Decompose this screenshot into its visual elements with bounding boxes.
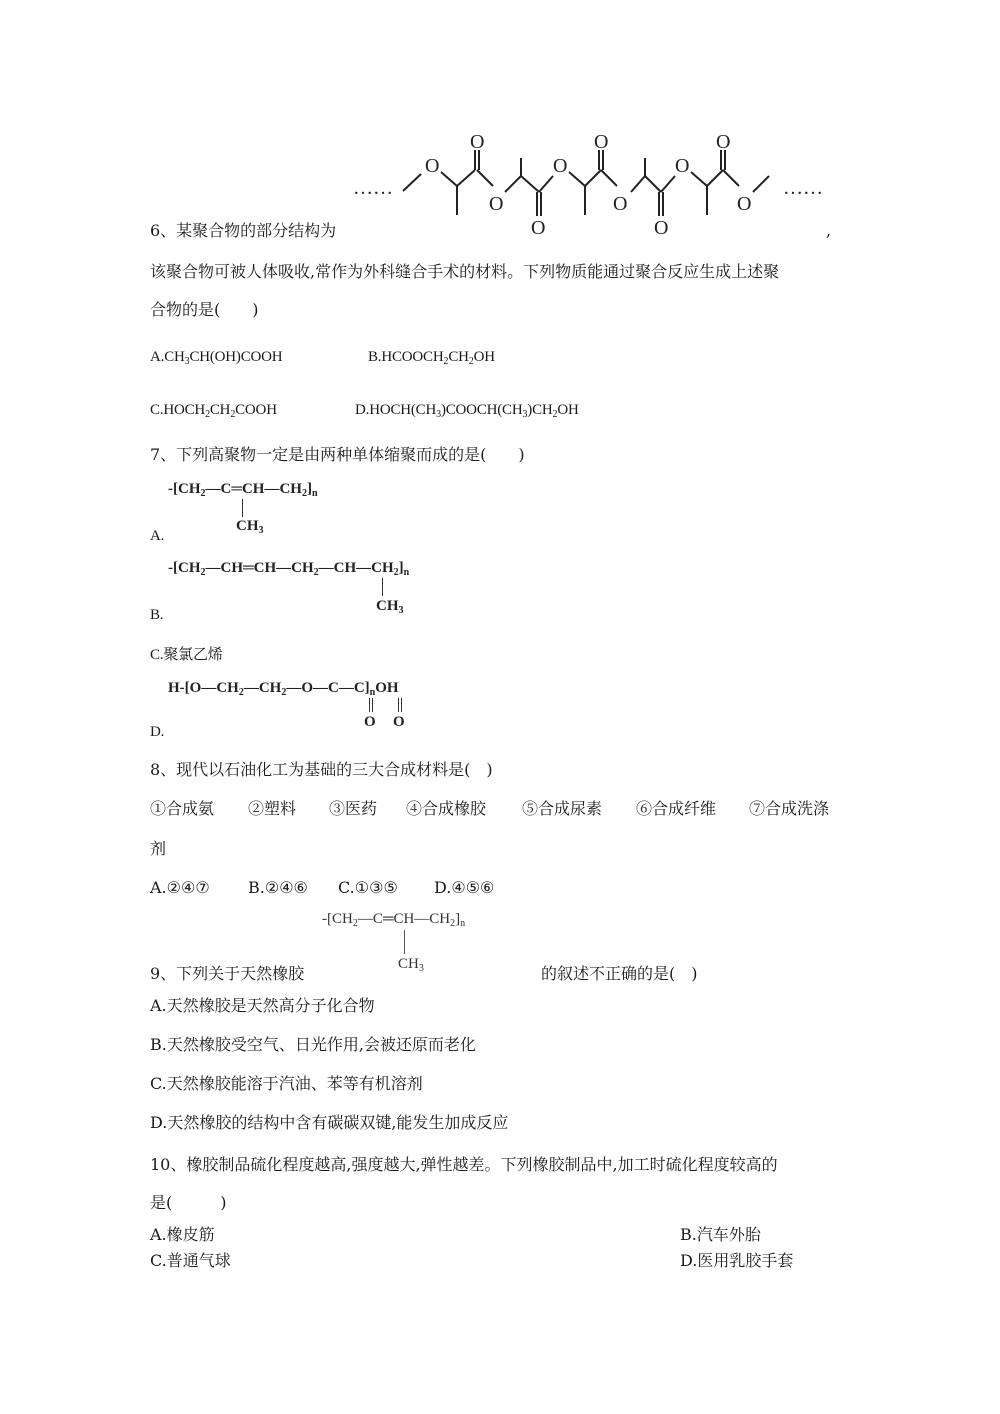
svg-text:O: O: [531, 217, 546, 238]
svg-text:O: O: [553, 155, 568, 177]
q8-option-b[interactable]: B.②④⑥: [248, 878, 308, 897]
bond-line: [242, 499, 243, 517]
svg-text:O: O: [489, 193, 504, 215]
q9-stem-prefix: 9、下列关于天然橡胶: [150, 964, 305, 983]
q8-option-c[interactable]: C.①③⑤: [338, 878, 398, 897]
svg-text:O: O: [613, 193, 628, 215]
q6-option-a[interactable]: $A.CH_3CH(OH)COOH$: [150, 349, 283, 367]
q7-stem: 7、下列高聚物一定是由两种单体缩聚而成的是( ): [150, 445, 525, 464]
svg-text:O: O: [470, 131, 485, 153]
q8-stem: 8、现代以石油化工为基础的三大合成材料是( ): [150, 760, 493, 779]
q10-stem-line1: 10、橡胶制品硫化程度越高,强度越大,弹性越差。下列橡胶制品中,加工时硫化程度较高的: [150, 1155, 778, 1174]
bond-line: [404, 930, 405, 954]
svg-text:O: O: [594, 131, 609, 153]
natural-rubber-structure: $-[CH_2—C═CH—CH_2]_n$: [322, 911, 466, 929]
q10-option-d[interactable]: D.医用乳胶手套: [680, 1251, 794, 1270]
q7-option-b[interactable]: B.: [150, 607, 164, 623]
svg-text:O: O: [737, 193, 752, 215]
q8-option-d[interactable]: D.④⑤⑥: [434, 878, 495, 897]
q10-stem-line2: 是( ): [150, 1193, 227, 1212]
q6-stem-line2: 该聚合物可被人体吸收,常作为外科缝合手术的材料。下列物质能通过聚合反应生成上述聚: [150, 262, 780, 281]
q9-stem-suffix: 的叙述不正确的是( ): [541, 964, 698, 983]
q8-item-wrap: 剂: [150, 839, 167, 858]
bond-line: [382, 578, 383, 596]
q9-option-c[interactable]: C.天然橡胶能溶于汽油、苯等有机溶剂: [150, 1074, 423, 1093]
svg-text:O: O: [425, 155, 440, 177]
q6-option-b[interactable]: $B.HCOOCH_2CH_2OH$: [368, 349, 495, 367]
polylactic-acid-structure-icon: [345, 128, 835, 238]
svg-text:O: O: [654, 217, 669, 238]
ellipsis-left: ……: [353, 177, 393, 199]
q10-option-c[interactable]: C.普通气球: [150, 1251, 231, 1270]
q6-stem: 6、某聚合物的部分结构为: [150, 221, 337, 240]
q10-option-a[interactable]: A.橡皮筋: [150, 1225, 215, 1244]
q8-option-a[interactable]: A.②④⑦: [150, 878, 210, 897]
q6-option-c[interactable]: $C.HOCH_2CH_2COOH$: [150, 402, 277, 420]
q7-option-d[interactable]: D.: [150, 724, 165, 740]
q6-comma: ,: [826, 221, 832, 240]
q6-option-d[interactable]: $D.HOCH(CH_3)COOCH(CH_3)CH_2OH$: [355, 402, 579, 420]
q7-option-b-structure: $-[CH_2—CH═CH—CH_2—CH—CH_2]_n$: [168, 560, 410, 578]
q7-option-c[interactable]: C.聚氯乙烯: [150, 645, 223, 663]
q7-option-a-structure: $-[CH_2—C═CH—CH_2]_n$: [168, 481, 318, 499]
q7-option-a[interactable]: A.: [150, 528, 165, 544]
q10-option-b[interactable]: B.汽车外胎: [680, 1225, 761, 1244]
svg-text:O: O: [675, 155, 690, 177]
q6-stem-line3: 合物的是( ): [150, 300, 259, 319]
svg-text:O: O: [716, 131, 731, 153]
q7-option-d-structure: $H-[O—CH_2—CH_2—O—C—C]_nOH$: [168, 680, 399, 698]
q9-option-a[interactable]: A.天然橡胶是天然高分子化合物: [150, 996, 375, 1015]
ellipsis-right: ……: [783, 177, 823, 199]
q8-item-list: ①合成氨 ②塑料 ③医药 ④合成橡胶 ⑤合成尿素 ⑥合成纤维 ⑦合成洗涤: [150, 799, 830, 818]
q9-option-d[interactable]: D.天然橡胶的结构中含有碳碳双键,能发生加成反应: [150, 1113, 509, 1132]
q9-option-b[interactable]: B.天然橡胶受空气、日光作用,会被还原而老化: [150, 1035, 476, 1054]
